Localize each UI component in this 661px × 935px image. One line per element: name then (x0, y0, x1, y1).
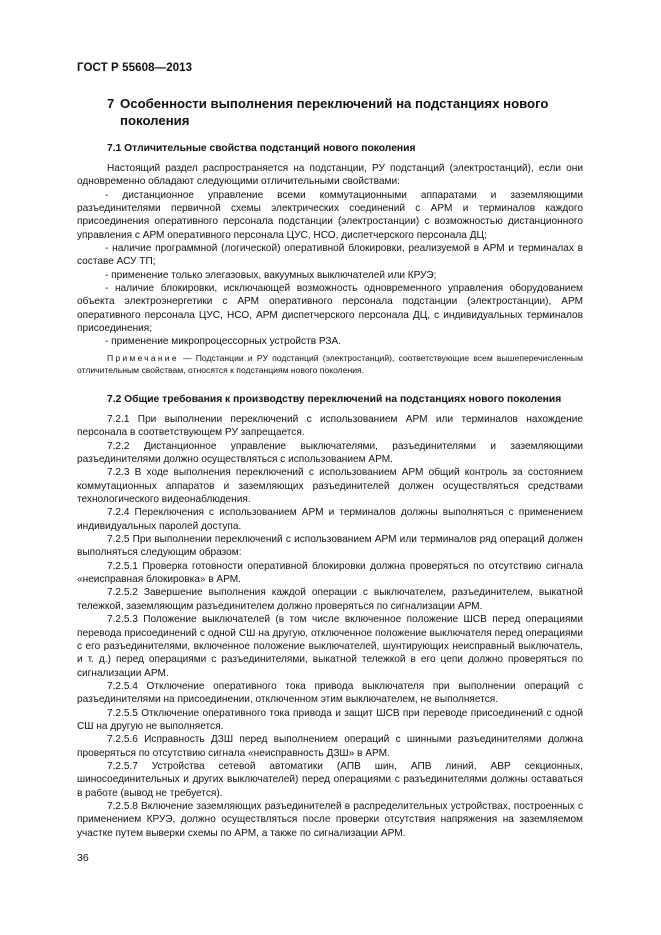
note-text: — Подстанции и РУ подстанций (электростанций), соответствующие всем вышеперечисленным отличительным свойствам, относятся к подстанциям нового поколения. (77, 353, 583, 375)
list-item: - дистанционное управление всеми коммутационными аппаратами и заземляющими разъединителями первичной схемы электрических соединений с АРМ и терминалов каждого присоединения оперативного персонала подстанции (электростанции) с возможностью дистанционного управления с АРМ оперативного персонала ЦУС, НСО, диспетчерского персонала ДЦ; (77, 189, 583, 241)
paragraph: 7.2.5.7 Устройства сетевой автоматики (АПВ шин, АПВ линий, АВР секционных, шиносоединительных и других выключателей) перед операциями с разъединителями должны оставаться в работе (вывод не требуется). (77, 760, 583, 799)
chapter-number: 7 (107, 96, 115, 111)
note (77, 352, 583, 376)
chapter-heading (107, 95, 577, 129)
list-item: - применение микропроцессорных устройств РЗА. (105, 336, 342, 348)
section-7-2-title: 7.2 Общие требования к производству переключений на подстанциях нового поколения (107, 394, 562, 405)
page-number: 36 (77, 852, 89, 864)
section-7-1-title: 7.1 Отличительные свойства подстанций нового поколения (107, 143, 416, 154)
paragraph: 7.2.5.8 Включение заземляющих разъединителей в распределительных устройствах, построенных с применением КРУЭ, должно осуществляться после проверки отсутствия напряжения на заземляемом участке путем выверки схемы по АРМ, а также по сигнализации АРМ. (77, 800, 583, 839)
paragraph: 7.2.1 При выполнении переключений с использованием АРМ или терминалов нахождение персонала в соответствующем РУ запрещается. (77, 414, 583, 439)
section-7-2-body (77, 413, 583, 840)
list-item: - применение только элегазовых, вакуумных выключателей или КРУЭ; (105, 269, 437, 281)
section-7-1-body (77, 162, 583, 349)
paragraph: 7.2.3 В ходе выполнения переключений с использованием АРМ общий контроль за состоянием коммутационных аппаратов и заземляющих разъединителей должен осуществляться средствами технологического видеонаблюдения. (77, 467, 583, 506)
paragraph: 7.2.4 Переключения с использованием АРМ и терминалов должны выполняться с применением индивидуальных паролей доступа. (77, 507, 583, 532)
paragraph: 7.2.5.5 Отключение оперативного тока привода и защит ШСВ при переводе присоединений с одной СШ на другую не выполняется. (77, 707, 583, 732)
chapter-title: Особенности выполнения переключений на подстанциях нового поколения (120, 96, 549, 128)
paragraph: 7.2.5.4 Отключение оперативного тока привода выключателя при выполнении операций с разъединителями на присоединении, отключенном этим выключателем, не выполняется. (77, 680, 583, 706)
paragraph: 7.2.5.2 Завершение выполнения каждой операции с выключателем, разъединителем, выкатной тележкой, заземляющим разъединителем должно проверяться по сигнализации АРМ. (77, 587, 583, 612)
note-label: Примечание (107, 353, 179, 363)
paragraph: 7.2.5.6 Исправность ДЗШ перед выполнением операций с шинными разъединителями должна проверяться по отсутствию сигнала «неисправность ДЗШ» в АРМ. (77, 734, 583, 759)
paragraph: Настоящий раздел распространяется на подстанции, РУ подстанций (электростанций), если они одновременно обладают следующими отличительными свойствами: (77, 163, 583, 188)
paragraph: 7.2.5.1 Проверка готовности оперативной блокировки должна проверяться по отсутствию сигнала «неисправная блокировка» в АРМ. (77, 560, 583, 586)
document-header: ГОСТ Р 55608—2013 (77, 62, 193, 74)
list-item: - наличие блокировки, исключающей возможность одновременного управления оборудованием объекта электроэнергетики с АРМ оперативного персонала подстанции (электростанции), АРМ оперативного персонала ЦУС, НСО, АРМ диспетчерского персонала ДЦ, с индивидуальных терминалов присоединения; (77, 283, 583, 335)
list-item: - наличие программной (логической) оперативной блокировки, реализуемой в АРМ и терминалах в составе АСУ ТП; (77, 243, 583, 268)
paragraph: 7.2.2 Дистанционное управление выключателями, разъединителями и заземляющими разъединителями должно осуществляться с использованием АРМ. (77, 440, 583, 466)
paragraph: 7.2.5 При выполнении переключений с использованием АРМ или терминалов ряд операций должен выполняться следующим образом: (77, 534, 583, 559)
paragraph: 7.2.5.3 Положение выключателей (в том числе включенное положение ШСВ перед операциями перевода присоединений с одной СШ на другую, отключенное положение выключателя перед операциями с его разъединителями, включенное положение выключателей, шунтирующих неисправный выключатель, и т. д.) перед операциями с разъединителями, выкатной тележкой в его цепи должно проверяться по сигнализации АРМ. (77, 614, 583, 679)
